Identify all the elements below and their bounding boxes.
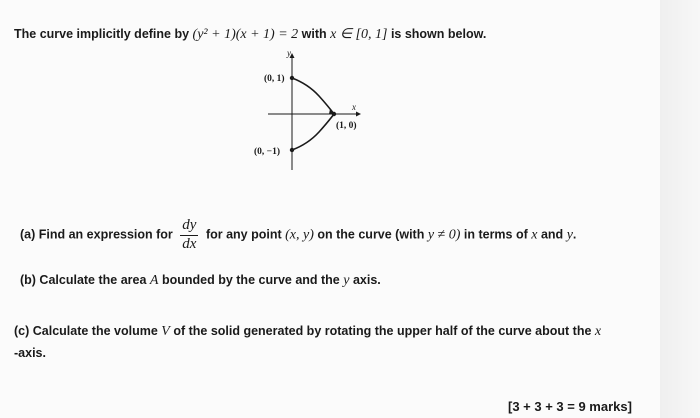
x-axis-label: x	[352, 102, 356, 112]
marks-total: [3 + 3 + 3 = 9 marks]	[508, 399, 632, 414]
intro-suffix: is shown below.	[390, 27, 487, 41]
curve-equation: (y² + 1)(x + 1) = 2	[192, 27, 299, 42]
curve-lower-half	[292, 114, 334, 150]
point-bottom	[290, 148, 294, 152]
question-c-var: V	[161, 324, 170, 339]
question-a-condition: y ≠ 0)	[427, 227, 461, 243]
question-c-axis: x	[594, 324, 602, 339]
question-c-line2: -axis.	[14, 346, 46, 360]
question-b-end: axis.	[352, 273, 381, 287]
derivative-fraction	[180, 218, 198, 253]
fraction-denominator: dx	[182, 235, 197, 252]
x-axis-arrow	[356, 112, 361, 117]
question-b	[20, 273, 381, 289]
label-point-bottom: (0, −1)	[254, 147, 280, 157]
domain-condition: x ∈ [0, 1]	[330, 27, 388, 42]
question-b-text: bounded by the curve and the	[161, 273, 340, 287]
intro-prefix: The curve implicitly define by	[14, 27, 190, 41]
point-right	[332, 112, 336, 116]
question-a-var-y: y	[566, 227, 573, 243]
question-a-period: .	[572, 227, 577, 242]
question-a-point: (x, y)	[285, 227, 314, 243]
question-a-and: and	[540, 227, 564, 242]
question-b-label: (b) Calculate the area	[20, 273, 147, 287]
intro-text	[14, 26, 486, 43]
curve-figure	[246, 48, 376, 180]
curve-upper-half	[292, 78, 334, 114]
question-a-text-2: on the curve (with	[317, 227, 425, 242]
label-point-right: (1, 0)	[336, 121, 357, 131]
question-c-text: of the solid generated by rotating the upper half of the curve about the	[173, 324, 592, 338]
point-top	[290, 76, 294, 80]
question-b-var: A	[149, 273, 159, 288]
label-point-top: (0, 1)	[264, 74, 285, 84]
page-edge	[660, 0, 700, 418]
question-a-label: (a) Find an expression for	[20, 227, 173, 242]
question-c	[14, 324, 601, 340]
question-c-label: (c) Calculate the volume	[14, 324, 158, 338]
question-a-var-x: x	[531, 227, 538, 243]
question-a-text-1: for any point	[205, 227, 282, 242]
fraction-numerator: dy	[180, 218, 198, 236]
question-b-axis: y	[343, 273, 350, 288]
intro-with: with	[301, 27, 327, 41]
question-a	[20, 218, 576, 253]
y-axis-label: y	[287, 48, 291, 58]
question-a-text-3: in terms of	[463, 227, 528, 242]
